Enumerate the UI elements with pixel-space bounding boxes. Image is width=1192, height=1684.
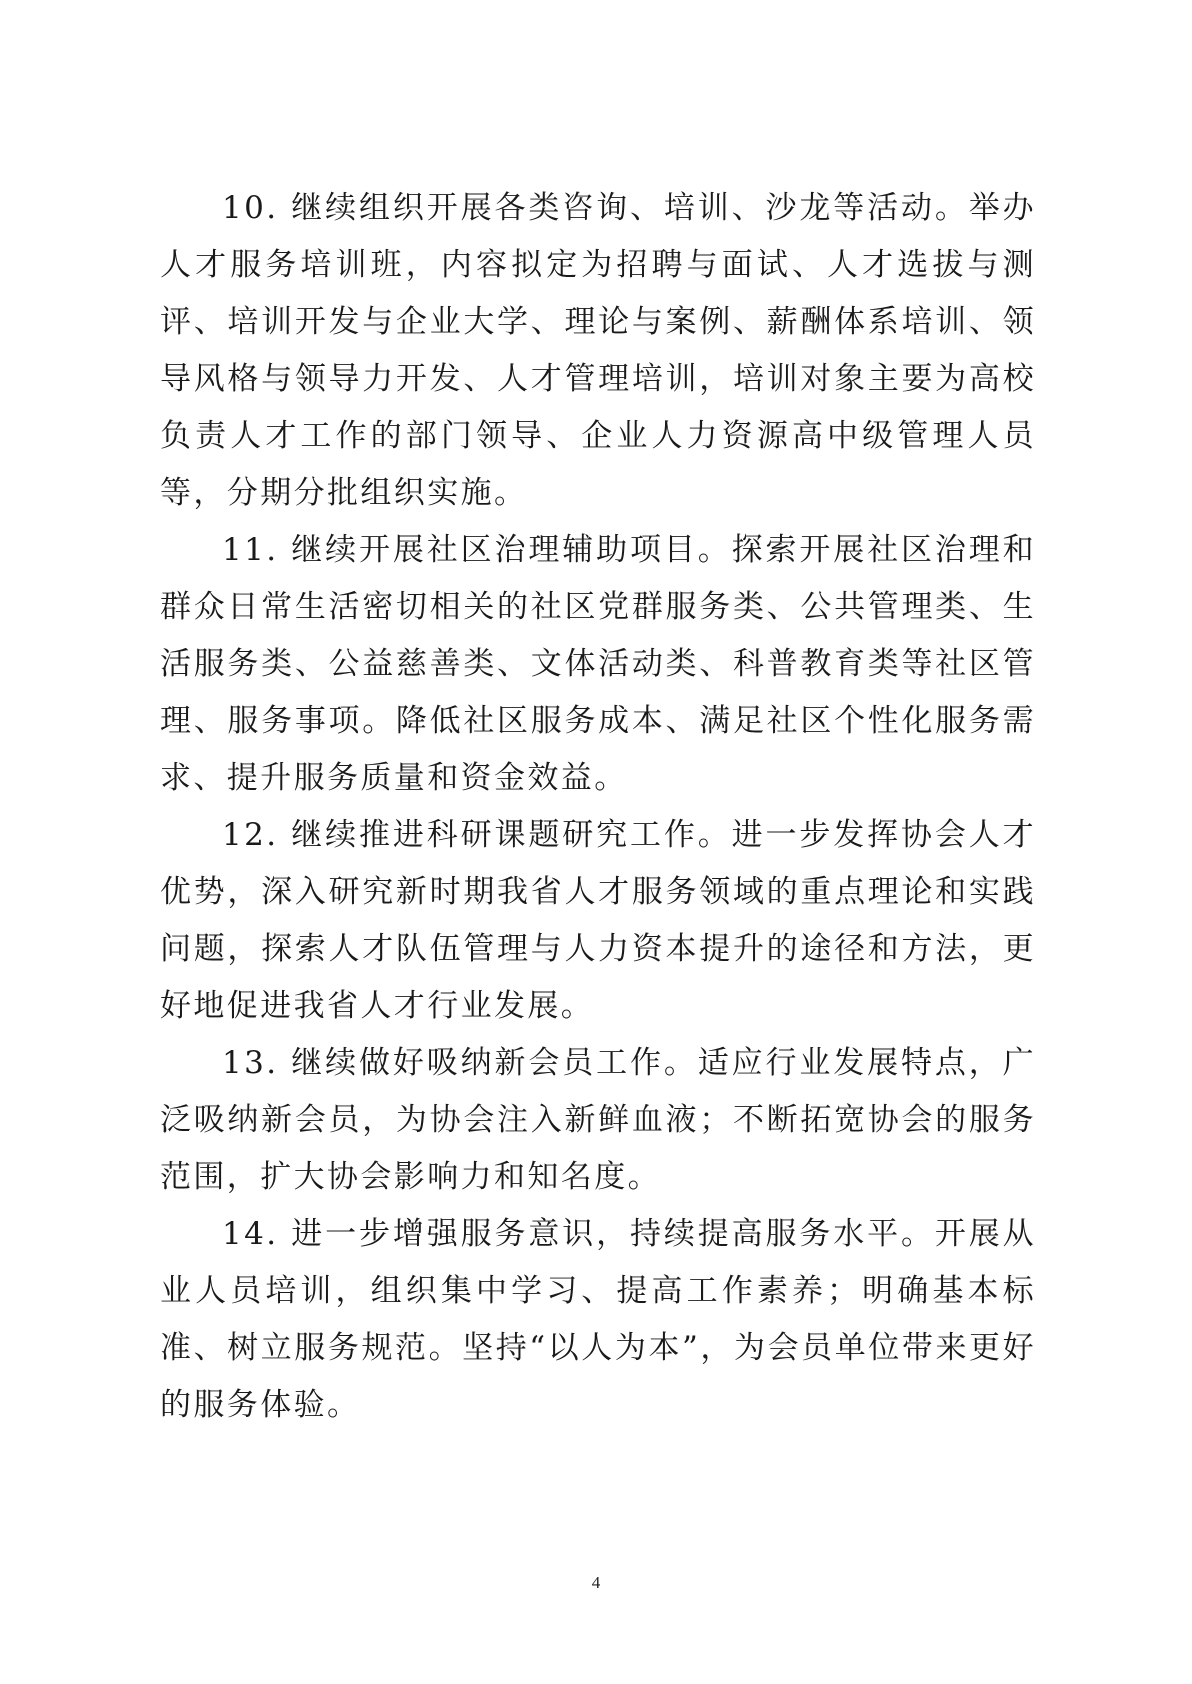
paragraph-item-10: 10. 继续组织开展各类咨询、培训、沙龙等活动。举办人才服务培训班，内容拟定为招聘与面试、人才选拔与测评、培训开发与企业大学、理论与案例、薪酬体系培训、领导风格与领导力开发、人才管理培训，培训对象主要为高校负责人才工作的部门领导、企业人力资源高中级管理人员等，分期分批组织实施。 <box>160 190 1036 511</box>
document-body <box>160 180 1036 1434</box>
paragraph-item-13: 13. 继续做好吸纳新会员工作。适应行业发展特点，广泛吸纳新会员，为协会注入新鲜血液；不断拓宽协会的服务范围，扩大协会影响力和知名度。 <box>160 1045 1036 1195</box>
paragraph-item-11: 11. 继续开展社区治理辅助项目。探索开展社区治理和群众日常生活密切相关的社区党群服务类、公共管理类、生活服务类、公益慈善类、文体活动类、科普教育类等社区管理、服务事项。降低社区服务成本、满足社区个性化服务需求、提升服务质量和资金效益。 <box>160 532 1036 796</box>
paragraph-item-12: 12. 继续推进科研课题研究工作。进一步发挥协会人才优势，深入研究新时期我省人才服务领域的重点理论和实践问题，探索人才队伍管理与人力资本提升的途径和方法，更好地促进我省人才行业发展。 <box>160 817 1036 1024</box>
paragraph-item-14: 14. 进一步增强服务意识，持续提高服务水平。开展从业人员培训，组织集中学习、提高工作素养；明确基本标准、树立服务规范。坚持“以人为本”，为会员单位带来更好的服务体验。 <box>160 1216 1036 1423</box>
page-number: 4 <box>591 1573 601 1592</box>
